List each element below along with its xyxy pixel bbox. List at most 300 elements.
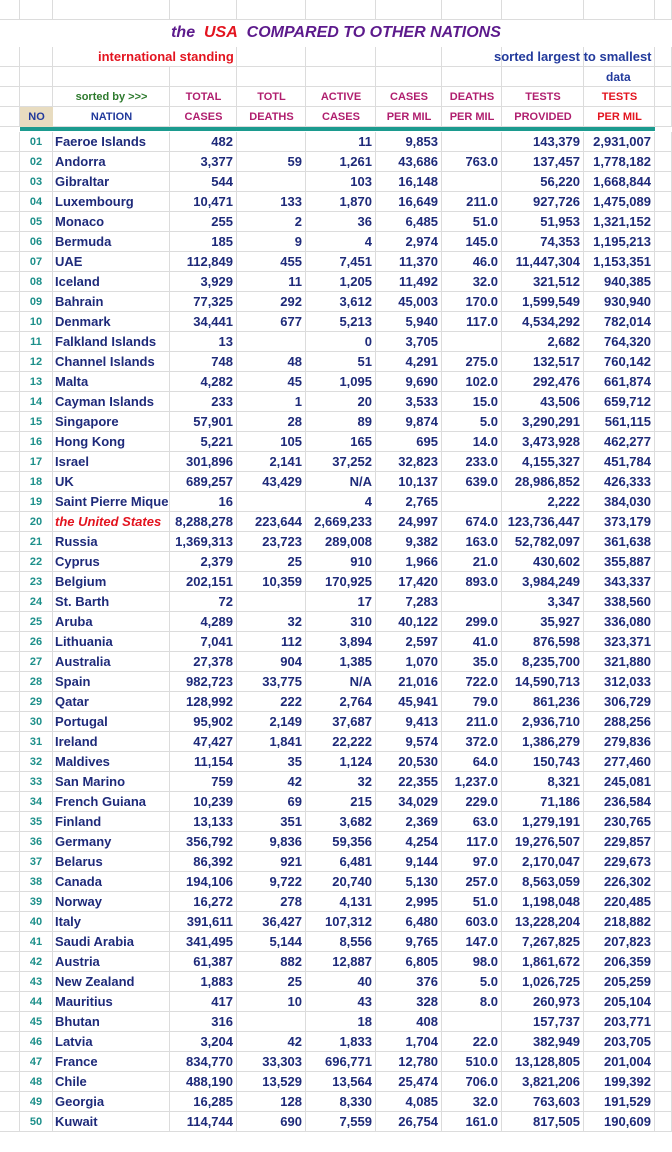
row-number[interactable]: 18	[20, 472, 53, 492]
cases-per-mil-cell[interactable]: 40,122	[376, 612, 442, 632]
nation-cell[interactable]: Kuwait	[53, 1112, 170, 1132]
tests-per-mil-cell[interactable]: 343,337	[584, 572, 655, 592]
total-deaths-cell[interactable]: 2	[237, 212, 306, 232]
row-number[interactable]: 31	[20, 732, 53, 752]
table-row[interactable]	[0, 232, 672, 252]
active-cases-cell[interactable]: 37,687	[306, 712, 376, 732]
total-deaths-cell[interactable]: 33,775	[237, 672, 306, 692]
row-number[interactable]: 12	[20, 352, 53, 372]
tests-per-mil-cell[interactable]: 1,475,089	[584, 192, 655, 212]
total-cases-cell[interactable]: 16	[170, 492, 237, 512]
nation-cell[interactable]: Chile	[53, 1072, 170, 1092]
row-number[interactable]: 20	[20, 512, 53, 532]
total-cases-cell[interactable]: 112,849	[170, 252, 237, 272]
cases-per-mil-cell[interactable]: 695	[376, 432, 442, 452]
tests-per-mil-cell[interactable]: 203,705	[584, 1032, 655, 1052]
nation-cell[interactable]: Maldives	[53, 752, 170, 772]
total-cases-cell[interactable]: 4,282	[170, 372, 237, 392]
cases-per-mil-cell[interactable]: 7,283	[376, 592, 442, 612]
nation-cell[interactable]: Belarus	[53, 852, 170, 872]
total-cases-cell[interactable]: 834,770	[170, 1052, 237, 1072]
total-deaths-cell[interactable]: 904	[237, 652, 306, 672]
nation-cell[interactable]: New Zealand	[53, 972, 170, 992]
total-deaths-cell[interactable]: 882	[237, 952, 306, 972]
active-cases-cell[interactable]: 7,451	[306, 252, 376, 272]
nation-cell[interactable]: Latvia	[53, 1032, 170, 1052]
tests-per-mil-cell[interactable]: 288,256	[584, 712, 655, 732]
active-cases-cell[interactable]: 37,252	[306, 452, 376, 472]
nation-cell[interactable]: Saint Pierre Mique	[53, 492, 170, 512]
total-deaths-cell[interactable]	[237, 1012, 306, 1032]
table-row[interactable]	[0, 432, 672, 452]
total-cases-cell[interactable]: 34,441	[170, 312, 237, 332]
total-cases-cell[interactable]: 194,106	[170, 872, 237, 892]
row-number[interactable]: 08	[20, 272, 53, 292]
tests-provided-cell[interactable]: 1,279,191	[502, 812, 584, 832]
table-row[interactable]	[0, 352, 672, 372]
active-cases-cell[interactable]: 4	[306, 232, 376, 252]
active-cases-cell[interactable]: 2,669,233	[306, 512, 376, 532]
tests-provided-cell[interactable]: 763,603	[502, 1092, 584, 1112]
tests-provided-cell[interactable]: 817,505	[502, 1112, 584, 1132]
row-number[interactable]: 23	[20, 572, 53, 592]
total-deaths-cell[interactable]: 59	[237, 152, 306, 172]
active-cases-cell[interactable]: 3,682	[306, 812, 376, 832]
tests-provided-cell[interactable]: 137,457	[502, 152, 584, 172]
header-total-top[interactable]: TOTAL	[185, 91, 222, 103]
total-deaths-cell[interactable]: 690	[237, 1112, 306, 1132]
total-deaths-cell[interactable]: 48	[237, 352, 306, 372]
nation-cell[interactable]: Bermuda	[53, 232, 170, 252]
tests-provided-cell[interactable]: 2,170,047	[502, 852, 584, 872]
tests-provided-cell[interactable]: 43,506	[502, 392, 584, 412]
tests-per-mil-cell[interactable]: 782,014	[584, 312, 655, 332]
table-row[interactable]	[0, 952, 672, 972]
cases-per-mil-cell[interactable]: 21,016	[376, 672, 442, 692]
cases-per-mil-cell[interactable]: 4,254	[376, 832, 442, 852]
active-cases-cell[interactable]: 51	[306, 352, 376, 372]
header-active-bot[interactable]: CASES	[322, 111, 360, 123]
total-cases-cell[interactable]: 748	[170, 352, 237, 372]
deaths-per-mil-cell[interactable]: 117.0	[442, 832, 502, 852]
total-cases-cell[interactable]: 10,471	[170, 192, 237, 212]
total-cases-cell[interactable]: 3,204	[170, 1032, 237, 1052]
tests-provided-cell[interactable]: 71,186	[502, 792, 584, 812]
tests-per-mil-cell[interactable]: 1,668,844	[584, 172, 655, 192]
cases-per-mil-cell[interactable]: 9,413	[376, 712, 442, 732]
active-cases-cell[interactable]: 2,764	[306, 692, 376, 712]
tests-per-mil-cell[interactable]: 1,321,152	[584, 212, 655, 232]
table-row[interactable]	[0, 612, 672, 632]
tests-per-mil-cell[interactable]: 191,529	[584, 1092, 655, 1112]
deaths-per-mil-cell[interactable]: 763.0	[442, 152, 502, 172]
total-cases-cell[interactable]: 544	[170, 172, 237, 192]
table-row[interactable]	[0, 1112, 672, 1132]
cases-per-mil-cell[interactable]: 45,941	[376, 692, 442, 712]
total-cases-cell[interactable]: 255	[170, 212, 237, 232]
cases-per-mil-cell[interactable]: 1,966	[376, 552, 442, 572]
deaths-per-mil-cell[interactable]: 15.0	[442, 392, 502, 412]
row-number[interactable]: 29	[20, 692, 53, 712]
nation-cell[interactable]: UK	[53, 472, 170, 492]
total-deaths-cell[interactable]: 23,723	[237, 532, 306, 552]
active-cases-cell[interactable]: 5,213	[306, 312, 376, 332]
total-deaths-cell[interactable]: 33,303	[237, 1052, 306, 1072]
deaths-per-mil-cell[interactable]	[442, 492, 502, 512]
tests-per-mil-cell[interactable]: 220,485	[584, 892, 655, 912]
tests-provided-cell[interactable]: 382,949	[502, 1032, 584, 1052]
tests-provided-cell[interactable]: 8,321	[502, 772, 584, 792]
total-cases-cell[interactable]: 86,392	[170, 852, 237, 872]
table-row[interactable]	[0, 832, 672, 852]
active-cases-cell[interactable]: 18	[306, 1012, 376, 1032]
tests-provided-cell[interactable]: 35,927	[502, 612, 584, 632]
tests-per-mil-cell[interactable]: 373,179	[584, 512, 655, 532]
deaths-per-mil-cell[interactable]: 64.0	[442, 752, 502, 772]
table-row[interactable]	[0, 652, 672, 672]
tests-per-mil-cell[interactable]: 338,560	[584, 592, 655, 612]
nation-cell[interactable]: Hong Kong	[53, 432, 170, 452]
tests-per-mil-cell[interactable]: 764,320	[584, 332, 655, 352]
header-dpm-top[interactable]: DEATHS	[449, 91, 495, 103]
total-cases-cell[interactable]: 27,378	[170, 652, 237, 672]
deaths-per-mil-cell[interactable]: 5.0	[442, 972, 502, 992]
total-deaths-cell[interactable]: 42	[237, 1032, 306, 1052]
total-deaths-cell[interactable]: 42	[237, 772, 306, 792]
deaths-per-mil-cell[interactable]	[442, 592, 502, 612]
total-cases-cell[interactable]: 488,190	[170, 1072, 237, 1092]
table-row[interactable]	[0, 1032, 672, 1052]
row-number[interactable]: 39	[20, 892, 53, 912]
table-row[interactable]	[0, 972, 672, 992]
total-cases-cell[interactable]: 356,792	[170, 832, 237, 852]
nation-cell[interactable]: Belgium	[53, 572, 170, 592]
active-cases-cell[interactable]: 6,481	[306, 852, 376, 872]
deaths-per-mil-cell[interactable]: 706.0	[442, 1072, 502, 1092]
cases-per-mil-cell[interactable]: 9,574	[376, 732, 442, 752]
table-row[interactable]	[0, 932, 672, 952]
tests-provided-cell[interactable]: 2,222	[502, 492, 584, 512]
table-row[interactable]	[0, 452, 672, 472]
total-cases-cell[interactable]: 759	[170, 772, 237, 792]
tests-per-mil-cell[interactable]: 451,784	[584, 452, 655, 472]
nation-cell[interactable]: France	[53, 1052, 170, 1072]
active-cases-cell[interactable]: 289,008	[306, 532, 376, 552]
table-row[interactable]	[0, 852, 672, 872]
table-row[interactable]	[0, 372, 672, 392]
deaths-per-mil-cell[interactable]	[442, 332, 502, 352]
nation-cell[interactable]: Israel	[53, 452, 170, 472]
row-number[interactable]: 30	[20, 712, 53, 732]
nation-cell[interactable]: Denmark	[53, 312, 170, 332]
tests-provided-cell[interactable]: 51,953	[502, 212, 584, 232]
row-number[interactable]: 24	[20, 592, 53, 612]
tests-per-mil-cell[interactable]: 361,638	[584, 532, 655, 552]
deaths-per-mil-cell[interactable]	[442, 132, 502, 152]
tests-per-mil-cell[interactable]: 661,874	[584, 372, 655, 392]
total-deaths-cell[interactable]: 9,836	[237, 832, 306, 852]
row-number[interactable]: 13	[20, 372, 53, 392]
active-cases-cell[interactable]: 696,771	[306, 1052, 376, 1072]
table-row[interactable]	[0, 592, 672, 612]
row-number[interactable]: 22	[20, 552, 53, 572]
deaths-per-mil-cell[interactable]: 117.0	[442, 312, 502, 332]
cases-per-mil-cell[interactable]: 11,370	[376, 252, 442, 272]
total-cases-cell[interactable]: 47,427	[170, 732, 237, 752]
nation-cell[interactable]: Australia	[53, 652, 170, 672]
cases-per-mil-cell[interactable]: 45,003	[376, 292, 442, 312]
cases-per-mil-cell[interactable]: 17,420	[376, 572, 442, 592]
cases-per-mil-cell[interactable]: 43,686	[376, 152, 442, 172]
cases-per-mil-cell[interactable]: 2,369	[376, 812, 442, 832]
active-cases-cell[interactable]: 22,222	[306, 732, 376, 752]
cases-per-mil-cell[interactable]: 3,705	[376, 332, 442, 352]
cases-per-mil-cell[interactable]: 408	[376, 1012, 442, 1032]
tests-provided-cell[interactable]: 3,290,291	[502, 412, 584, 432]
tests-per-mil-cell[interactable]: 229,857	[584, 832, 655, 852]
tests-provided-cell[interactable]: 1,861,672	[502, 952, 584, 972]
tests-per-mil-cell[interactable]: 230,765	[584, 812, 655, 832]
active-cases-cell[interactable]: 1,095	[306, 372, 376, 392]
total-cases-cell[interactable]: 72	[170, 592, 237, 612]
nation-cell[interactable]: Bhutan	[53, 1012, 170, 1032]
total-cases-cell[interactable]: 95,902	[170, 712, 237, 732]
total-deaths-cell[interactable]: 11	[237, 272, 306, 292]
deaths-per-mil-cell[interactable]: 163.0	[442, 532, 502, 552]
nation-cell[interactable]: Faeroe Islands	[53, 132, 170, 152]
total-deaths-cell[interactable]: 25	[237, 552, 306, 572]
row-number[interactable]: 16	[20, 432, 53, 452]
tests-per-mil-cell[interactable]: 203,771	[584, 1012, 655, 1032]
total-cases-cell[interactable]: 689,257	[170, 472, 237, 492]
total-cases-cell[interactable]: 10,239	[170, 792, 237, 812]
nation-cell[interactable]: Cayman Islands	[53, 392, 170, 412]
nation-cell[interactable]: Mauritius	[53, 992, 170, 1012]
total-cases-cell[interactable]: 77,325	[170, 292, 237, 312]
table-row[interactable]	[0, 892, 672, 912]
total-cases-cell[interactable]: 61,387	[170, 952, 237, 972]
nation-cell[interactable]: the United States	[53, 512, 170, 532]
cases-per-mil-cell[interactable]: 6,480	[376, 912, 442, 932]
header-total-bot[interactable]: CASES	[184, 111, 223, 123]
active-cases-cell[interactable]: 3,612	[306, 292, 376, 312]
total-deaths-cell[interactable]: 351	[237, 812, 306, 832]
table-row[interactable]	[0, 692, 672, 712]
cases-per-mil-cell[interactable]: 10,137	[376, 472, 442, 492]
row-number[interactable]: 49	[20, 1092, 53, 1112]
row-number[interactable]: 11	[20, 332, 53, 352]
row-number[interactable]: 41	[20, 932, 53, 952]
table-row[interactable]	[0, 392, 672, 412]
active-cases-cell[interactable]: 8,556	[306, 932, 376, 952]
header-tests-bot[interactable]: PROVIDED	[514, 111, 572, 123]
table-row[interactable]	[0, 312, 672, 332]
header-tpm-top[interactable]: TESTS	[601, 91, 638, 103]
total-cases-cell[interactable]: 3,377	[170, 152, 237, 172]
tests-per-mil-cell[interactable]: 218,882	[584, 912, 655, 932]
active-cases-cell[interactable]: 20,740	[306, 872, 376, 892]
table-row[interactable]	[0, 1052, 672, 1072]
table-row[interactable]	[0, 332, 672, 352]
deaths-per-mil-cell[interactable]: 79.0	[442, 692, 502, 712]
deaths-per-mil-cell[interactable]: 41.0	[442, 632, 502, 652]
total-cases-cell[interactable]: 13	[170, 332, 237, 352]
active-cases-cell[interactable]: 4,131	[306, 892, 376, 912]
tests-per-mil-cell[interactable]: 561,115	[584, 412, 655, 432]
table-row[interactable]	[0, 472, 672, 492]
tests-provided-cell[interactable]: 876,598	[502, 632, 584, 652]
active-cases-cell[interactable]: 910	[306, 552, 376, 572]
total-deaths-cell[interactable]: 223,644	[237, 512, 306, 532]
tests-provided-cell[interactable]: 11,447,304	[502, 252, 584, 272]
total-deaths-cell[interactable]: 112	[237, 632, 306, 652]
deaths-per-mil-cell[interactable]: 229.0	[442, 792, 502, 812]
total-cases-cell[interactable]: 7,041	[170, 632, 237, 652]
total-cases-cell[interactable]: 1,369,313	[170, 532, 237, 552]
header-tpm-bot[interactable]: PER MIL	[597, 111, 642, 123]
deaths-per-mil-cell[interactable]: 639.0	[442, 472, 502, 492]
total-cases-cell[interactable]: 391,611	[170, 912, 237, 932]
total-cases-cell[interactable]: 301,896	[170, 452, 237, 472]
tests-per-mil-cell[interactable]: 323,371	[584, 632, 655, 652]
deaths-per-mil-cell[interactable]: 1,237.0	[442, 772, 502, 792]
nation-cell[interactable]: Lithuania	[53, 632, 170, 652]
total-deaths-cell[interactable]: 28	[237, 412, 306, 432]
header-cpm-top[interactable]: CASES	[390, 91, 428, 103]
deaths-per-mil-cell[interactable]: 299.0	[442, 612, 502, 632]
total-cases-cell[interactable]: 316	[170, 1012, 237, 1032]
total-deaths-cell[interactable]: 43,429	[237, 472, 306, 492]
tests-per-mil-cell[interactable]: 426,333	[584, 472, 655, 492]
cases-per-mil-cell[interactable]: 5,940	[376, 312, 442, 332]
tests-provided-cell[interactable]: 19,276,507	[502, 832, 584, 852]
active-cases-cell[interactable]: 89	[306, 412, 376, 432]
row-number[interactable]: 44	[20, 992, 53, 1012]
nation-cell[interactable]: Monaco	[53, 212, 170, 232]
nation-cell[interactable]: Luxembourg	[53, 192, 170, 212]
total-deaths-cell[interactable]: 921	[237, 852, 306, 872]
table-row[interactable]	[0, 212, 672, 232]
active-cases-cell[interactable]: 215	[306, 792, 376, 812]
total-deaths-cell[interactable]: 105	[237, 432, 306, 452]
deaths-per-mil-cell[interactable]: 35.0	[442, 652, 502, 672]
cases-per-mil-cell[interactable]: 4,291	[376, 352, 442, 372]
cases-per-mil-cell[interactable]: 16,148	[376, 172, 442, 192]
nation-cell[interactable]: Spain	[53, 672, 170, 692]
nation-cell[interactable]: Germany	[53, 832, 170, 852]
tests-per-mil-cell[interactable]: 321,880	[584, 652, 655, 672]
deaths-per-mil-cell[interactable]: 211.0	[442, 712, 502, 732]
nation-cell[interactable]: Italy	[53, 912, 170, 932]
deaths-per-mil-cell[interactable]: 51.0	[442, 212, 502, 232]
tests-provided-cell[interactable]: 321,512	[502, 272, 584, 292]
total-cases-cell[interactable]: 4,289	[170, 612, 237, 632]
row-number[interactable]: 42	[20, 952, 53, 972]
tests-per-mil-cell[interactable]: 930,940	[584, 292, 655, 312]
cases-per-mil-cell[interactable]: 9,690	[376, 372, 442, 392]
row-number[interactable]: 40	[20, 912, 53, 932]
nation-cell[interactable]: Channel Islands	[53, 352, 170, 372]
tests-provided-cell[interactable]: 132,517	[502, 352, 584, 372]
active-cases-cell[interactable]: 20	[306, 392, 376, 412]
cases-per-mil-cell[interactable]: 25,474	[376, 1072, 442, 1092]
active-cases-cell[interactable]: 170,925	[306, 572, 376, 592]
deaths-per-mil-cell[interactable]: 51.0	[442, 892, 502, 912]
total-deaths-cell[interactable]: 128	[237, 1092, 306, 1112]
tests-provided-cell[interactable]: 8,235,700	[502, 652, 584, 672]
tests-provided-cell[interactable]: 4,534,292	[502, 312, 584, 332]
total-cases-cell[interactable]: 185	[170, 232, 237, 252]
row-number[interactable]: 47	[20, 1052, 53, 1072]
row-number[interactable]: 26	[20, 632, 53, 652]
cases-per-mil-cell[interactable]: 3,533	[376, 392, 442, 412]
tests-per-mil-cell[interactable]: 760,142	[584, 352, 655, 372]
nation-cell[interactable]: Gibraltar	[53, 172, 170, 192]
row-number[interactable]: 21	[20, 532, 53, 552]
cases-per-mil-cell[interactable]: 4,085	[376, 1092, 442, 1112]
tests-provided-cell[interactable]: 1,026,725	[502, 972, 584, 992]
tests-provided-cell[interactable]: 150,743	[502, 752, 584, 772]
tests-per-mil-cell[interactable]: 207,823	[584, 932, 655, 952]
total-deaths-cell[interactable]: 5,144	[237, 932, 306, 952]
header-no[interactable]: NO	[28, 111, 45, 123]
table-row[interactable]	[0, 1092, 672, 1112]
tests-per-mil-cell[interactable]: 355,887	[584, 552, 655, 572]
tests-per-mil-cell[interactable]: 236,584	[584, 792, 655, 812]
tests-provided-cell[interactable]: 927,726	[502, 192, 584, 212]
table-row[interactable]	[0, 812, 672, 832]
tests-provided-cell[interactable]: 861,236	[502, 692, 584, 712]
row-number[interactable]: 01	[20, 132, 53, 152]
total-cases-cell[interactable]: 202,151	[170, 572, 237, 592]
row-number[interactable]: 48	[20, 1072, 53, 1092]
total-deaths-cell[interactable]: 9,722	[237, 872, 306, 892]
tests-provided-cell[interactable]: 56,220	[502, 172, 584, 192]
nation-cell[interactable]: Iceland	[53, 272, 170, 292]
row-number[interactable]: 14	[20, 392, 53, 412]
tests-per-mil-cell[interactable]: 312,033	[584, 672, 655, 692]
tests-per-mil-cell[interactable]: 277,460	[584, 752, 655, 772]
deaths-per-mil-cell[interactable]: 170.0	[442, 292, 502, 312]
tests-per-mil-cell[interactable]: 1,153,351	[584, 252, 655, 272]
tests-provided-cell[interactable]: 13,128,805	[502, 1052, 584, 1072]
deaths-per-mil-cell[interactable]: 510.0	[442, 1052, 502, 1072]
tests-provided-cell[interactable]: 3,821,206	[502, 1072, 584, 1092]
total-cases-cell[interactable]: 3,929	[170, 272, 237, 292]
cases-per-mil-cell[interactable]: 24,997	[376, 512, 442, 532]
active-cases-cell[interactable]: N/A	[306, 672, 376, 692]
total-cases-cell[interactable]: 982,723	[170, 672, 237, 692]
cases-per-mil-cell[interactable]: 9,144	[376, 852, 442, 872]
tests-per-mil-cell[interactable]: 201,004	[584, 1052, 655, 1072]
table-row[interactable]	[0, 672, 672, 692]
cases-per-mil-cell[interactable]: 1,704	[376, 1032, 442, 1052]
header-deaths-bot[interactable]: DEATHS	[249, 111, 294, 123]
tests-provided-cell[interactable]: 2,936,710	[502, 712, 584, 732]
deaths-per-mil-cell[interactable]: 211.0	[442, 192, 502, 212]
row-number[interactable]: 15	[20, 412, 53, 432]
header-deaths-top[interactable]: TOTL	[257, 91, 286, 103]
row-number[interactable]: 28	[20, 672, 53, 692]
nation-cell[interactable]: Austria	[53, 952, 170, 972]
deaths-per-mil-cell[interactable]: 275.0	[442, 352, 502, 372]
active-cases-cell[interactable]: 103	[306, 172, 376, 192]
active-cases-cell[interactable]: 1,833	[306, 1032, 376, 1052]
tests-provided-cell[interactable]: 28,986,852	[502, 472, 584, 492]
active-cases-cell[interactable]: 12,887	[306, 952, 376, 972]
total-cases-cell[interactable]: 417	[170, 992, 237, 1012]
deaths-per-mil-cell[interactable]: 893.0	[442, 572, 502, 592]
